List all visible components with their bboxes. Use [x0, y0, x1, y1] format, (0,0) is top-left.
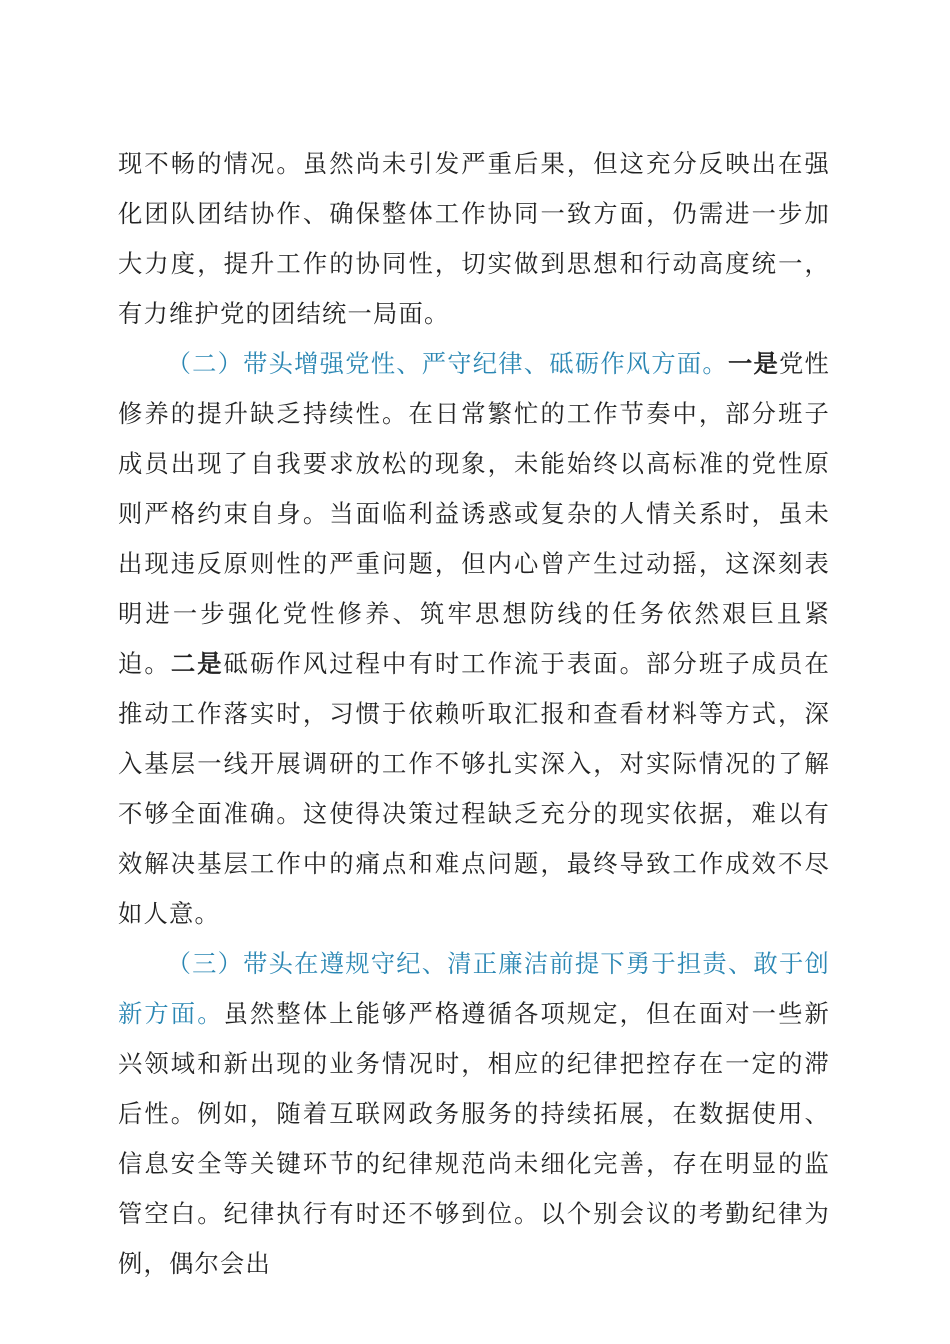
- document-page: [118, 139, 830, 1289]
- paragraph-2: [118, 339, 830, 939]
- paragraph-3-text: 虽然整体上能够严格遵循各项规定，但在面对一些新兴领域和新出现的业务情况时，相应的纪律把控存在一定的滞后性。例如，随着互联网政务服务的持续拓展，在数据使用、信息安全等关键环节的纪律规范尚未细化完善，存在明显的监管空白。纪律执行有时还不够到位。以个别会议的考勤纪律为例，偶尔会出: [118, 999, 830, 1278]
- point-marker-1: 一是: [727, 349, 779, 378]
- paragraph-3: [118, 939, 830, 1289]
- point-text-2: 砥砺作风过程中有时工作流于表面。部分班子成员在推动工作落实时，习惯于依赖听取汇报和查看材料等方式，深入基层一线开展调研的工作不够扎实深入，对实际情况的了解不够全面准确。这使得决策过程缺乏充分的现实依据，难以有效解决基层工作中的痛点和难点问题，最终导致工作成效不尽如人意。: [118, 649, 830, 928]
- point-marker-2: 二是: [170, 649, 224, 678]
- paragraph-1-text: 现不畅的情况。虽然尚未引发严重后果，但这充分反映出在强化团队团结协作、确保整体工作协同一致方面，仍需进一步加大力度，提升工作的协同性，切实做到思想和行动高度统一，有力维护党的团结统一局面。: [118, 149, 830, 328]
- section-heading-3: （三）带头在遵规守纪、清正廉洁前提下勇于担责、敢于创新方面。: [118, 949, 830, 1028]
- paragraph-1: [118, 139, 830, 339]
- point-text-1: 党性修养的提升缺乏持续性。在日常繁忙的工作节奏中，部分班子成员出现了自我要求放松的现象，未能始终以高标准的党性原则严格约束自身。当面临利益诱惑或复杂的人情关系时，虽未出现违反原则性的严重问题，但内心曾产生过动摇，这深刻表明进一步强化党性修养、筑牢思想防线的任务依然艰巨且紧迫。: [118, 349, 830, 678]
- section-heading-2: （二）带头增强党性、严守纪律、砥砺作风方面。: [166, 349, 728, 378]
